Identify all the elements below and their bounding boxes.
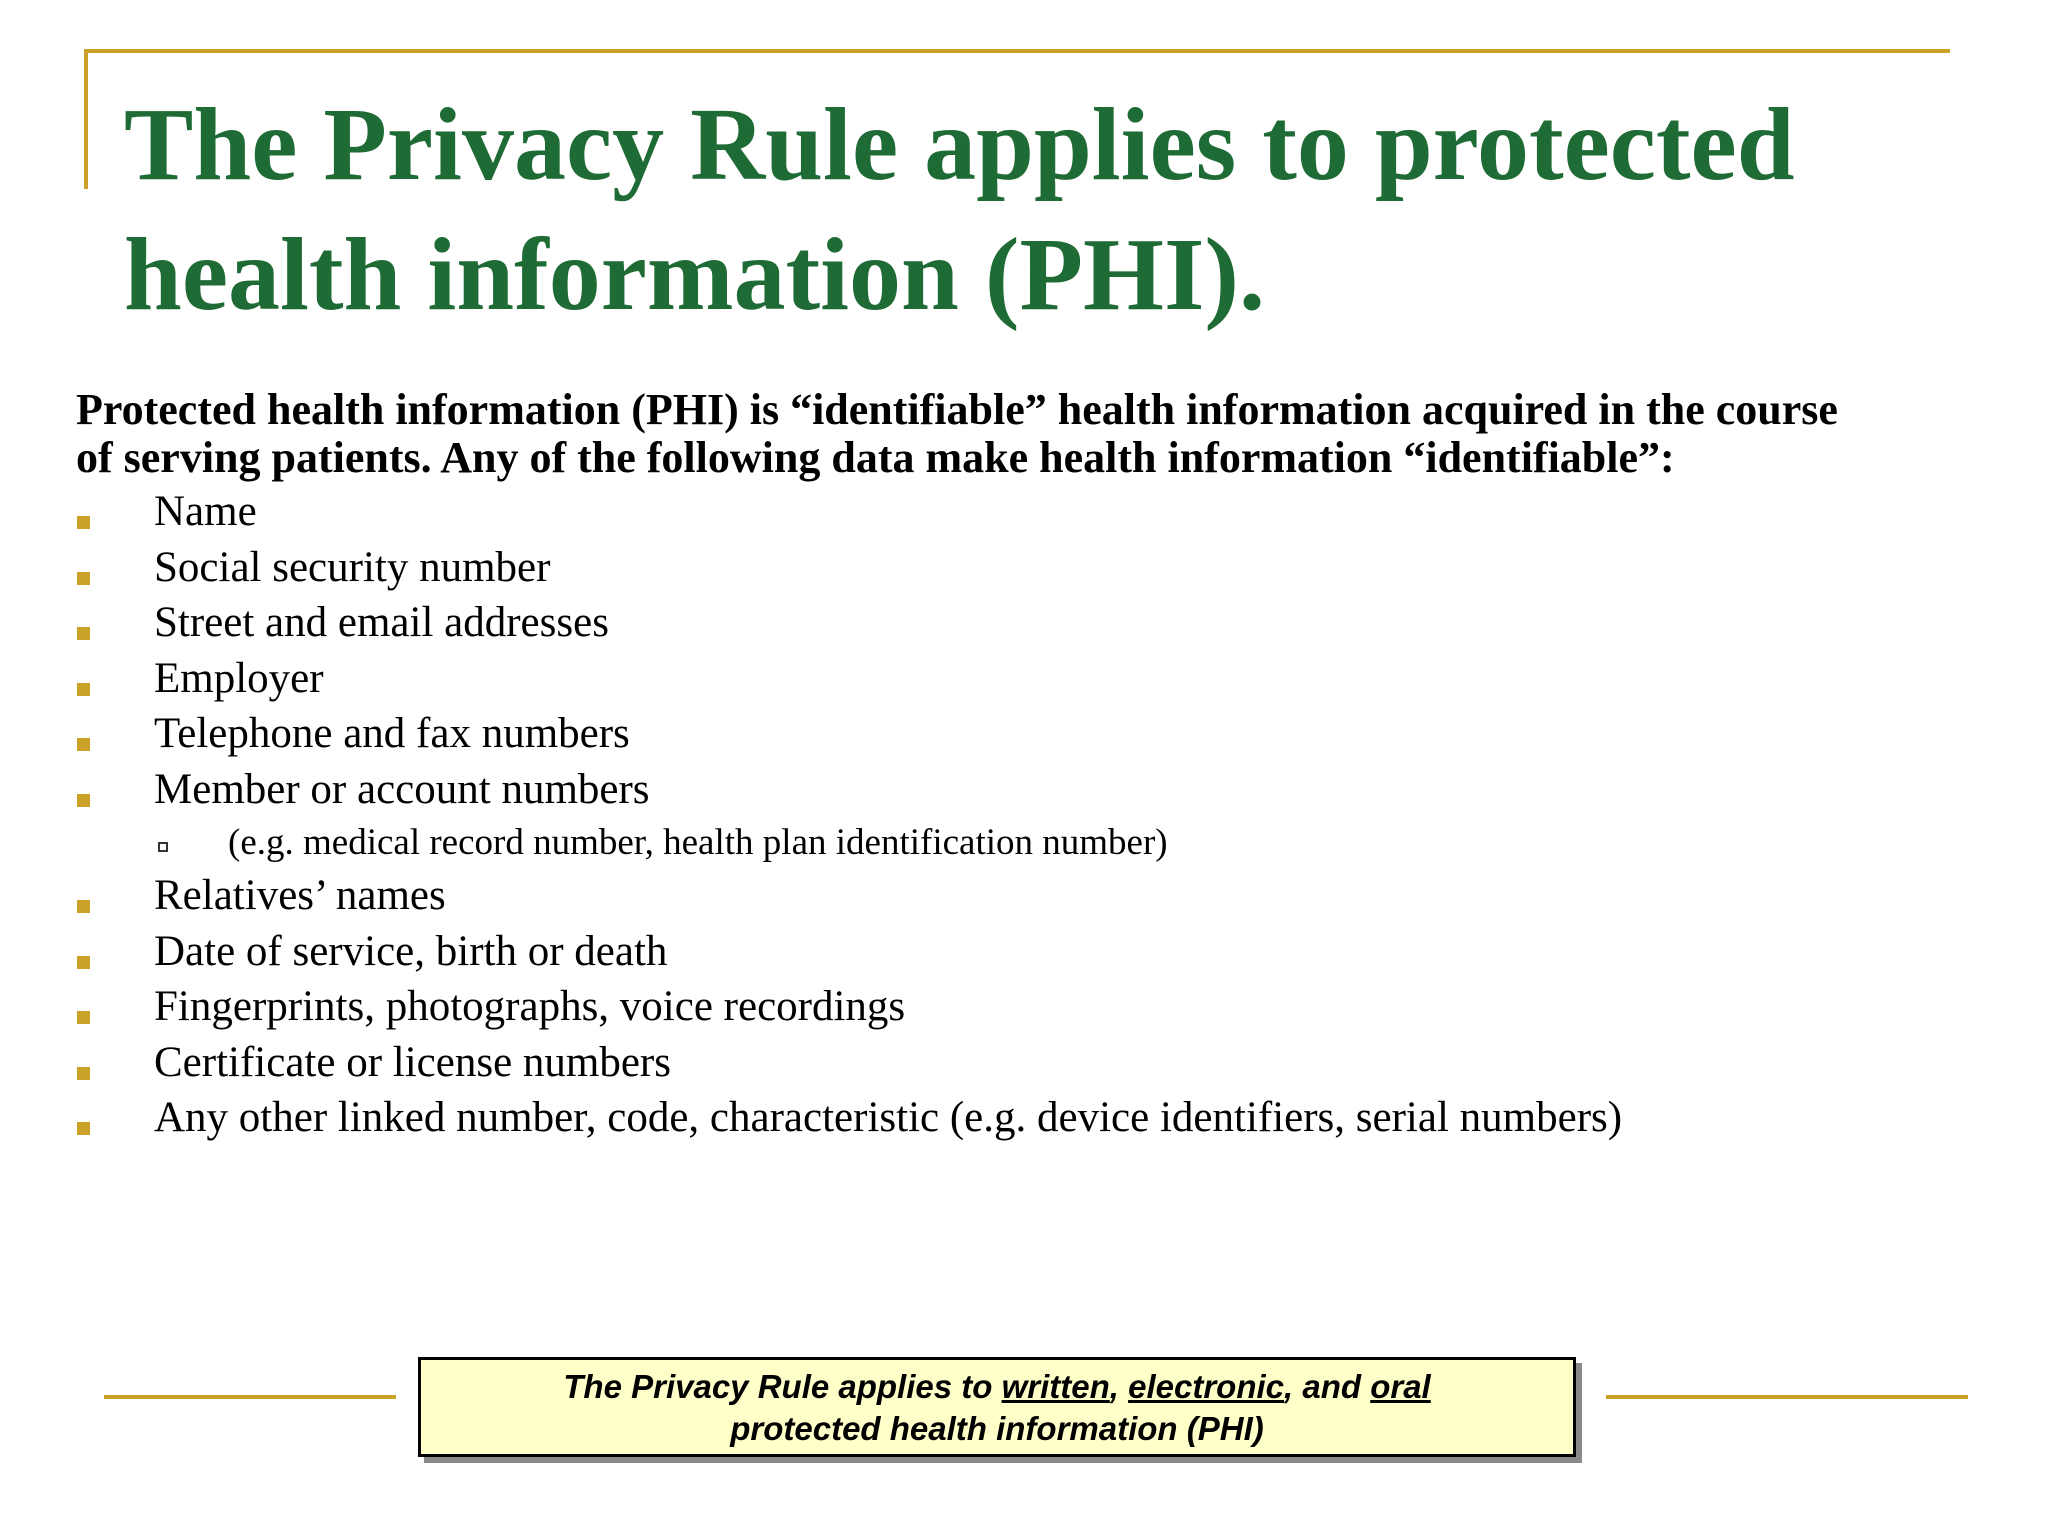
square-bullet-icon [77,956,90,969]
square-bullet-icon [77,1011,90,1024]
list-item-text: Certificate or license numbers [154,1038,671,1086]
callout-line-1 [421,1366,1573,1408]
square-bullet-icon [77,1067,90,1080]
callout-written: written [1001,1368,1110,1405]
square-bullet-icon [77,794,90,807]
hollow-square-bullet-icon [158,842,168,852]
callout-line-2: protected health information (PHI) [730,1410,1264,1447]
square-bullet-icon [77,900,90,913]
list-item-text: Fingerprints, photographs, voice recordings [154,983,906,1030]
list-item-text: Name [154,488,257,535]
square-bullet-icon [77,516,90,529]
footer-rule-right [1606,1395,1968,1399]
callout-oral: oral [1370,1368,1431,1405]
list-item-text: Date of service, birth or death [154,927,668,975]
left-decorative-rule [84,49,88,189]
callout-comma: , [1109,1368,1129,1405]
square-bullet-icon [77,572,90,585]
square-bullet-icon [77,627,90,640]
callout-and: , and [1284,1368,1371,1405]
footer-rule-left [104,1395,396,1399]
list-item-text: Any other linked number, code, characteristic (e.g. device identifiers, serial numbers) [154,1094,1623,1141]
list-item-text: Telephone and fax numbers [154,710,630,757]
square-bullet-icon [77,738,90,751]
list-sub-item-text: (e.g. medical record number, health plan identification number) [228,822,1168,863]
intro-paragraph [76,386,2036,482]
list-item-text: Relatives’ names [154,872,446,919]
square-bullet-icon [77,1122,90,1135]
callout-electronic: electronic [1128,1368,1285,1405]
list-item-text: Street and email addresses [154,599,609,646]
slide-title: The Privacy Rule applies to protected health information (PHI). [124,87,1795,332]
callout-prefix: The Privacy Rule applies to [563,1368,1002,1405]
list-item-text: Member or account numbers [154,765,650,813]
square-bullet-icon [77,683,90,696]
top-decorative-rule [86,49,1950,53]
intro-line-2: of serving patients. Any of the following data make health information “identifiable”: [76,433,1675,482]
privacy-rule-callout-box [418,1357,1576,1457]
intro-line-1: Protected health information (PHI) is “identifiable” health information acquired in the course [76,385,1838,434]
list-item-text: Social security number [154,543,551,591]
list-item-text: Employer [154,654,324,702]
